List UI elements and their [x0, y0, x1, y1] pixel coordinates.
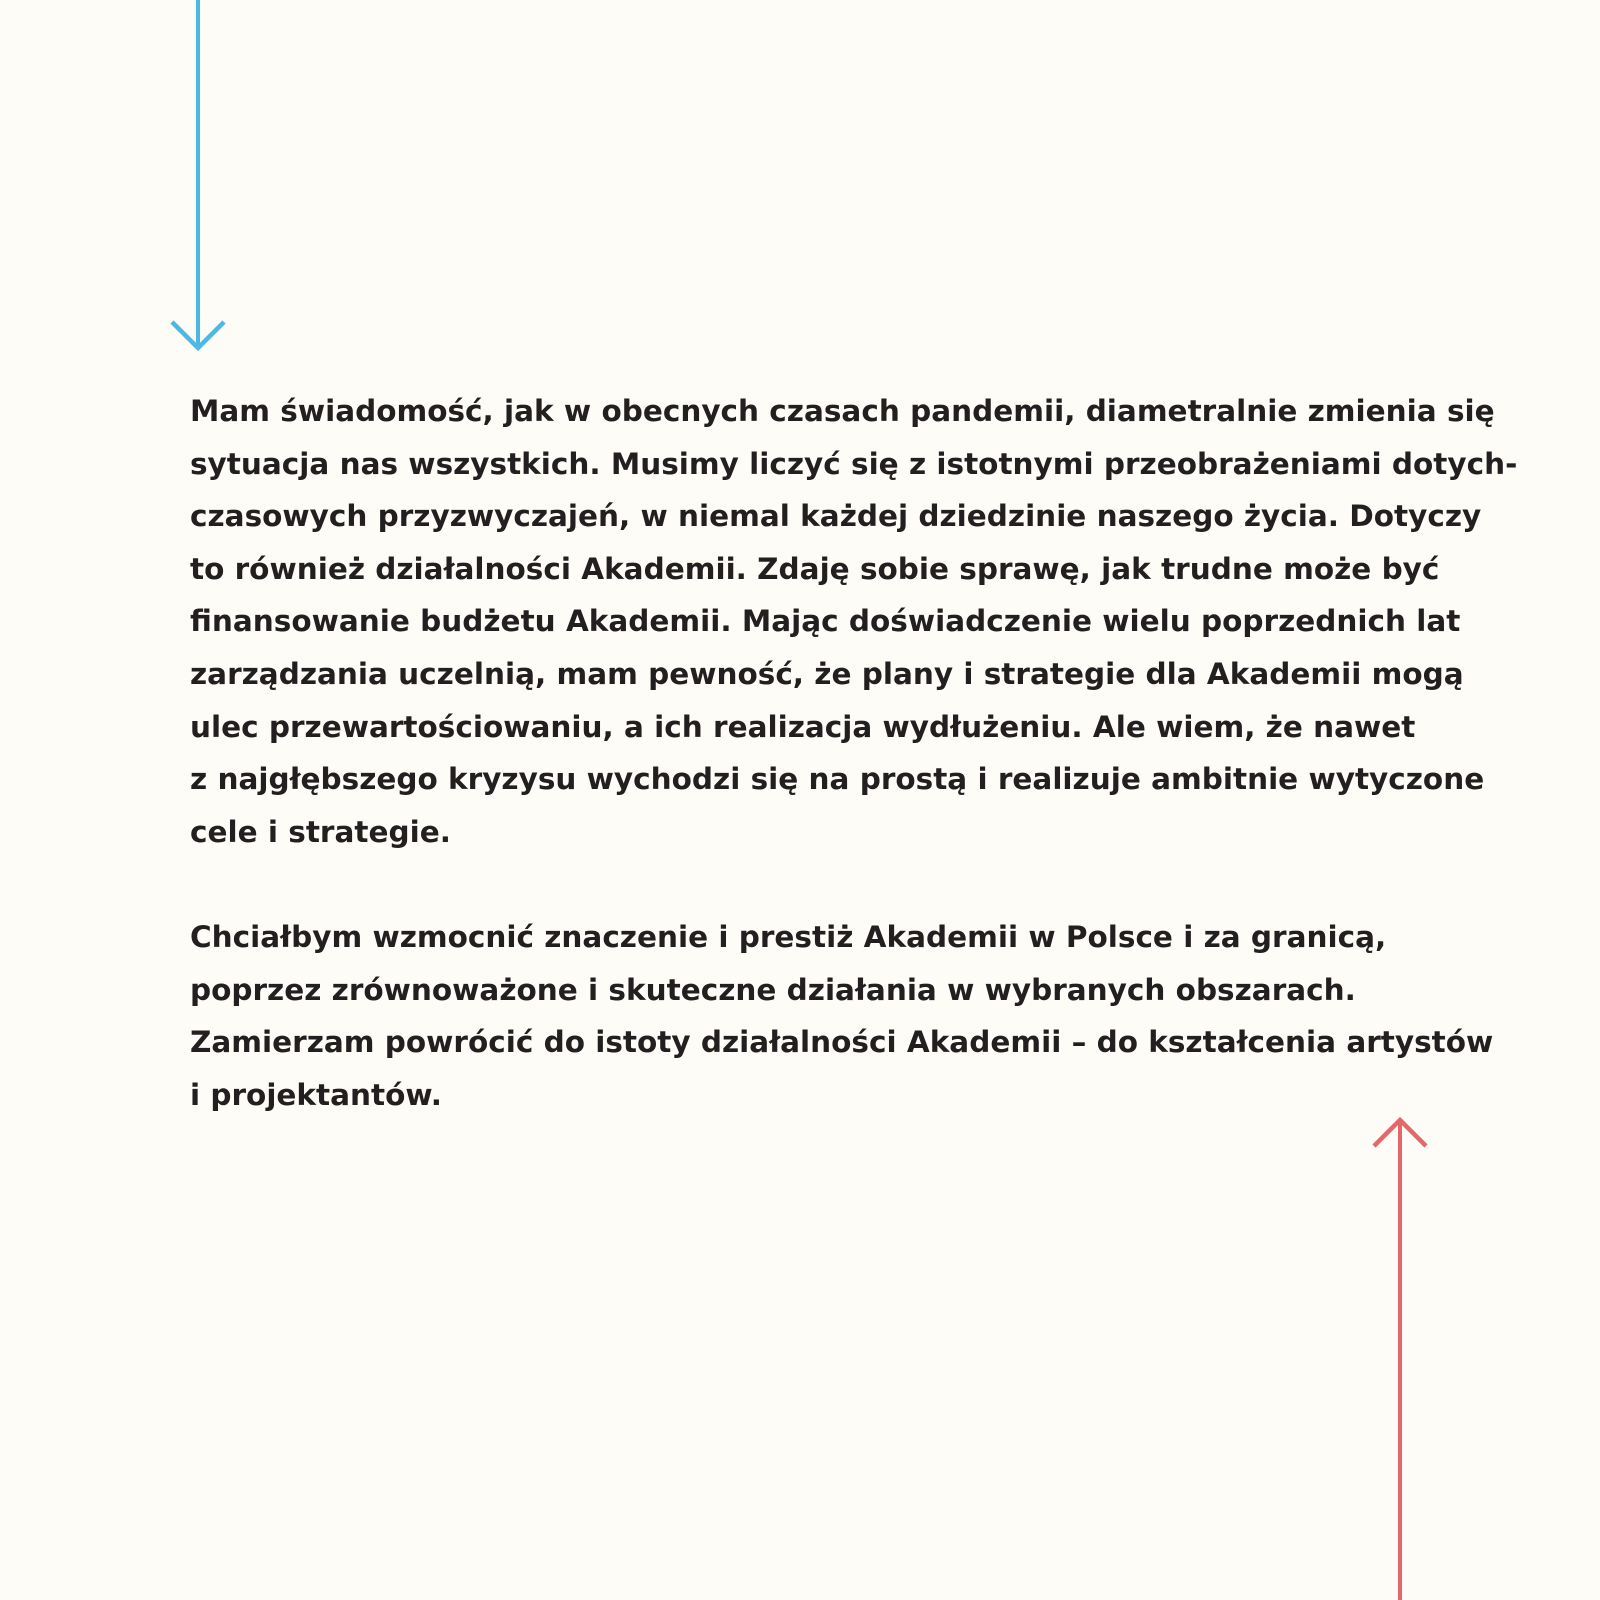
paragraph-2	[190, 911, 1494, 1121]
text-line: czasowych przyzwyczajeń, w niemal każdej dziedzinie naszego życia. Dotyczy	[190, 499, 1482, 534]
text-line: Mam świadomość, jak w obecnych czasach pandemii, diametralnie zmienia się	[190, 394, 1495, 428]
arrow-down-icon	[170, 0, 226, 352]
text-line: ulec przewartościowaniu, a ich realizacja wydłużeniu. Ale wiem, że nawet	[190, 709, 1416, 744]
text-line: sytuacja nas wszystkich. Musimy liczyć się z istotnymi przeobrażeniami dotych-	[190, 446, 1518, 481]
text-line: zarządzania uczelnią, mam pewność, że plany i strategie dla Akademii mogą	[190, 656, 1464, 691]
text-line: poprzez zrównoważone i skuteczne działania w wybranych obszarach.	[190, 972, 1356, 1007]
body-text	[190, 385, 1518, 1121]
paragraph-spacer	[190, 858, 1430, 911]
text-line: i projektantów.	[190, 1077, 443, 1112]
text-line: z najgłębszego kryzysu wychodzi się na prostą i realizuje ambitnie wytyczone	[190, 762, 1485, 797]
text-line: finansowanie budżetu Akademii. Mając doświadczenie wielu poprzednich lat	[190, 604, 1461, 639]
arrow-up-icon	[1372, 1116, 1428, 1600]
text-line: Chciałbym wzmocnić znaczenie i prestiż Akademii w Polsce i za granicą,	[190, 919, 1387, 954]
text-line: cele i strategie.	[190, 814, 451, 849]
text-line: to również działalności Akademii. Zdaję sobie sprawę, jak trudne może być	[190, 551, 1440, 586]
paragraph-1	[190, 385, 1518, 858]
text-line: Zamierzam powrócić do istoty działalności Akademii – do kształcenia artystów	[190, 1025, 1494, 1060]
